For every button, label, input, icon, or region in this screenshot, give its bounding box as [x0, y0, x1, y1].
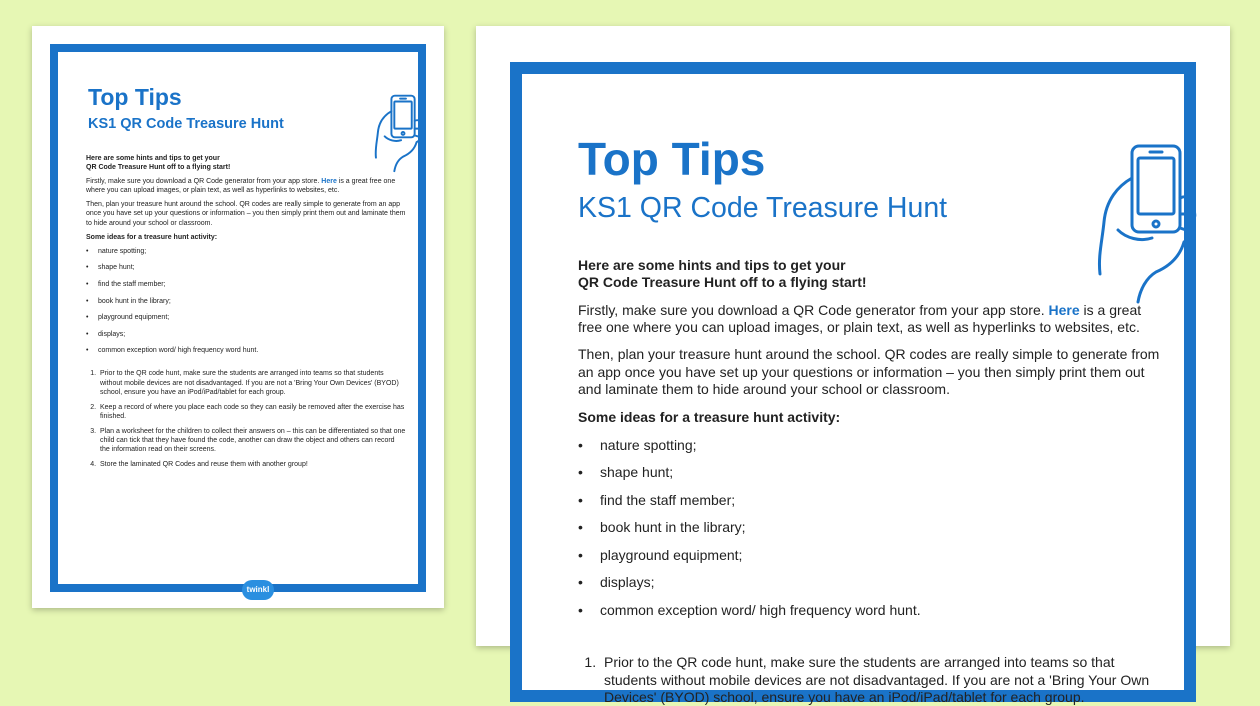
list-item: 2. Keep a record of where you place each code so they can easily be removed after the exercise has finished.: [98, 403, 406, 421]
list-item: 1. Prior to the QR code hunt, make sure the students are arranged into teams so that students without mobile devices are not disadvantaged. If you are not a 'Bring Your Own Devices' (BYOD) school, ensure you have an iPod/iPad/tablet for each group.: [98, 369, 406, 396]
list-item: • displays;: [86, 330, 406, 339]
list-item: 4. Store the laminated QR Codes and reuse them with another group!: [98, 460, 406, 469]
page-title: Top Tips: [88, 84, 182, 110]
list-item: • nature spotting;: [86, 247, 406, 256]
here-link[interactable]: Here: [321, 178, 337, 186]
paragraph-download: Firstly, make sure you download a QR Code generator from your app store. Here is a great free one where you can upload images, or plain text, as well as hyperlinks to websites, etc.: [578, 301, 1142, 336]
list-item: • find the staff member;: [86, 280, 406, 289]
steps-list: [86, 369, 406, 469]
list-item: 1. Prior to the QR code hunt, make sure the students are arranged into teams so that students without mobile devices are not disadvantaged. If you are not a 'Bring Your Own Devices' (BYOD) school, ensure you have an iPod/iPad/tablet for each group.: [600, 654, 1168, 706]
page-border: [510, 62, 1196, 706]
ideas-list: [86, 247, 406, 356]
intro-text: Here are some hints and tips to get your QR Code Treasure Hunt off to a flying start!: [578, 257, 867, 291]
list-item: • playground equipment;: [578, 542, 1168, 570]
page-content: [86, 154, 406, 475]
paragraph-plan: Then, plan your treasure hunt around the school. QR codes are really simple to generate from an app once you have set up your questions or information – you then simply print them out and laminate them to hide around your school or classroom.: [578, 346, 1160, 398]
document-thumbnail: [32, 26, 444, 608]
ideas-list: [578, 432, 1168, 625]
page-border: [50, 44, 426, 592]
document-zoomed: [476, 26, 1230, 706]
list-item: • nature spotting;: [578, 432, 1168, 460]
steps-list: [578, 654, 1168, 706]
list-item: • book hunt in the library;: [578, 514, 1168, 542]
page-content: [578, 257, 1168, 706]
here-link[interactable]: Here: [1048, 301, 1080, 318]
list-item: • common exception word/ high frequency word hunt.: [578, 597, 1168, 625]
list-item: 3. Plan a worksheet for the children to collect their answers on – this can be differentiated so that one child can tick that they have found the code, another can draw the object and others can record the information read on their screens.: [98, 427, 406, 454]
ideas-heading: Some ideas for a treasure hunt activity:: [578, 408, 841, 425]
list-item: • find the staff member;: [578, 487, 1168, 515]
list-item: • playground equipment;: [86, 313, 406, 322]
twinkl-logo: twinkl: [242, 580, 274, 600]
paragraph-download: Firstly, make sure you download a QR Code generator from your app store. Here is a great free one where you can upload images, or plain text, as well as hyperlinks to websites, etc.: [86, 178, 396, 195]
intro-text: Here are some hints and tips to get your QR Code Treasure Hunt off to a flying start!: [86, 155, 231, 172]
page-subtitle: KS1 QR Code Treasure Hunt: [88, 116, 284, 132]
list-item: • shape hunt;: [578, 459, 1168, 487]
page-subtitle: KS1 QR Code Treasure Hunt: [578, 192, 948, 224]
ideas-heading: Some ideas for a treasure hunt activity:: [86, 233, 218, 241]
page-title: Top Tips: [578, 133, 766, 185]
list-item: • shape hunt;: [86, 263, 406, 272]
paragraph-plan: Then, plan your treasure hunt around the school. QR codes are really simple to generate from an app once you have set up your questions or information – you then simply print them out and laminate them to hide around your school or classroom.: [86, 201, 406, 227]
list-item: • displays;: [578, 569, 1168, 597]
list-item: • book hunt in the library;: [86, 297, 406, 306]
list-item: • common exception word/ high frequency word hunt.: [86, 346, 406, 355]
